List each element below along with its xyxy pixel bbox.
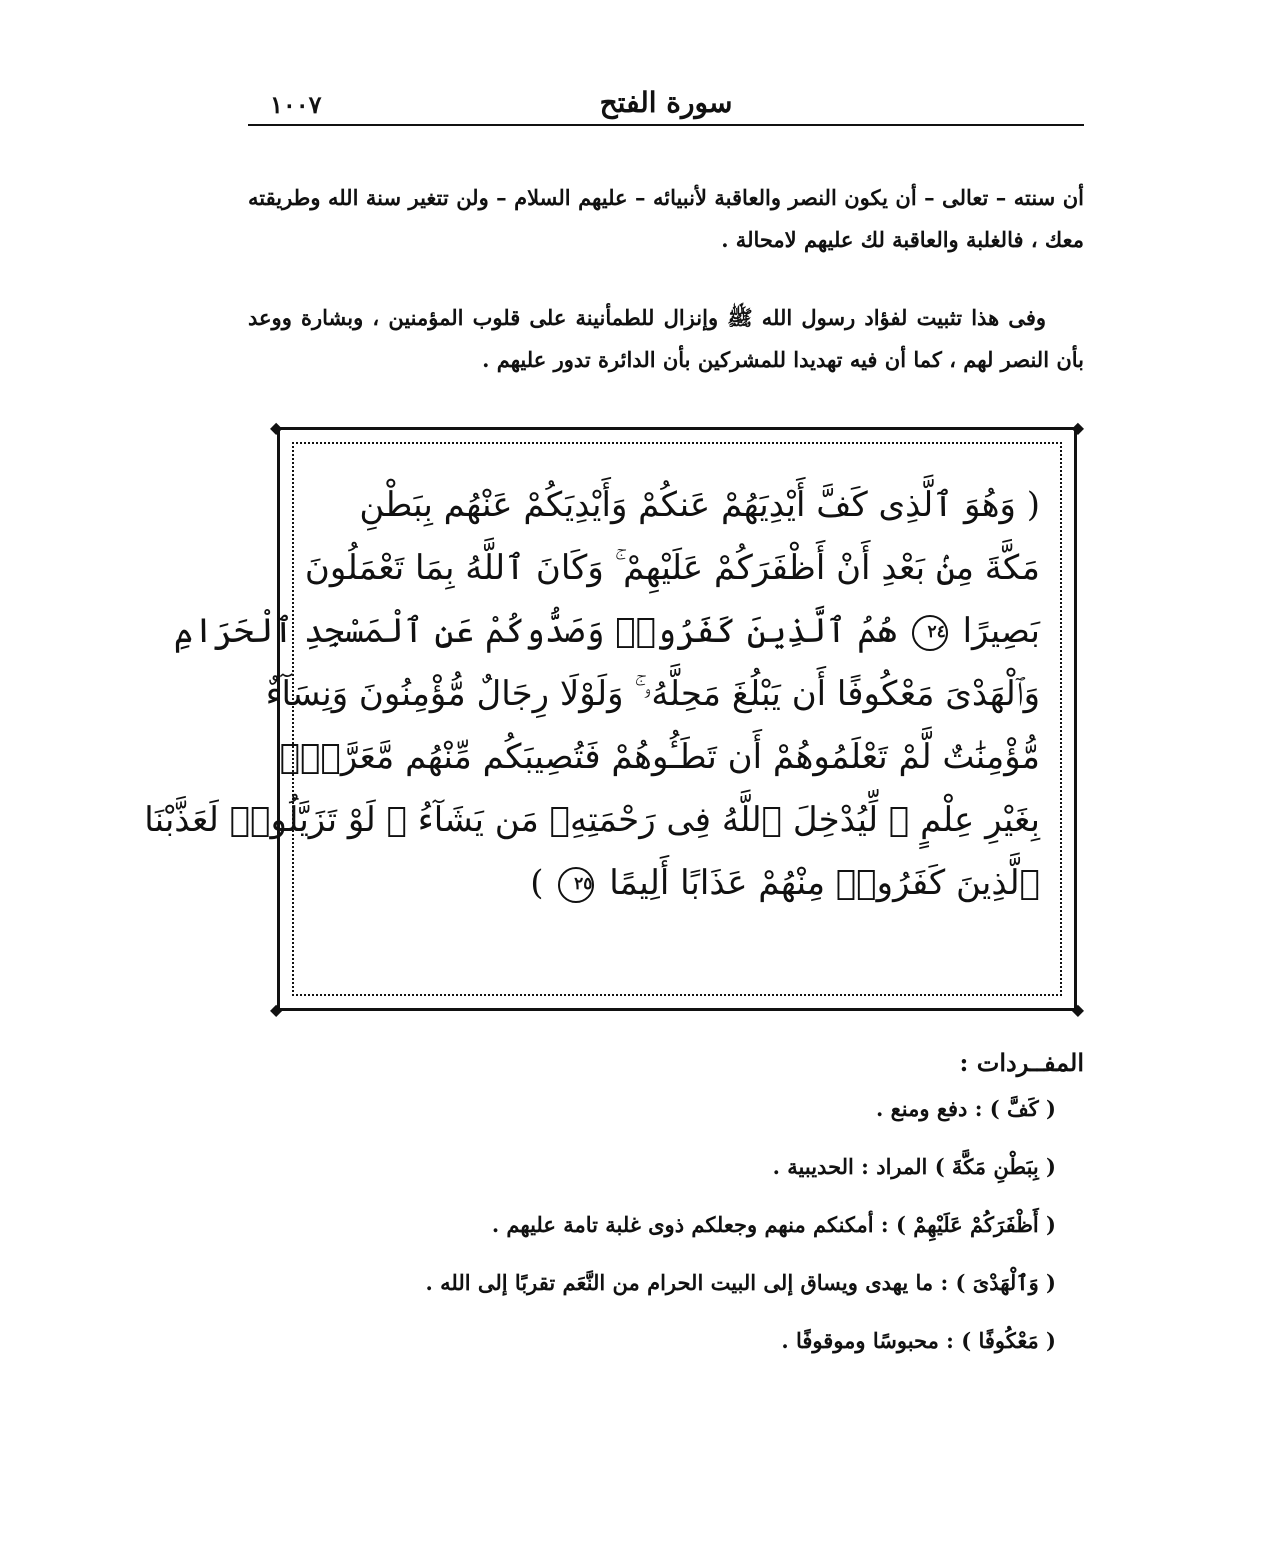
verse-line: بِغَيْرِ عِلْمٍ ۖ لِّيُدْخِلَ ٱللَّهُ فِى رَحْمَتِهِۦ مَن يَشَآءُ ۚ لَوْ تَزَيَّلُوا۟ لَعَذَّبْنَا	[144, 800, 1040, 840]
vocabulary-item	[248, 1212, 1056, 1270]
quran-verses	[144, 474, 1040, 915]
surah-title: سورة الفتح	[599, 86, 733, 119]
vocabulary-term: ( أَظْفَرَكُمْ عَلَيْهِمْ )	[895, 1212, 1056, 1237]
verse-line: مُّؤْمِنَٰتٌ لَّمْ تَعْلَمُوهُمْ أَن تَطَـُٔوهُمْ فَتُصِيبَكُم مِّنْهُم مَّعَرَّةٌۢ	[279, 737, 1040, 777]
commentary-paragraph-2: وفى هذا تثبيت لفؤاد رسول الله ﷺ وإنزال للطمأنينة على قلوب المؤمنين ، وبشارة ووعد بأن النصر لهم ، كما أن فيه تهديدا للمشركين بأن الدائرة تدور عليهم .	[248, 305, 1084, 372]
corner-ornament-icon: ◆	[1071, 418, 1084, 437]
vocabulary-definition: : دفع ومنع .	[875, 1096, 990, 1121]
vocabulary-list	[248, 1096, 1056, 1386]
verse-text: ٱلَّذِينَ كَفَرُوا۟ مِنْهُمْ عَذَابًا أَلِيمًا	[609, 863, 1040, 903]
corner-ornament-icon: ◆	[1071, 1000, 1084, 1019]
page-number: ١٠٠٧	[270, 90, 322, 119]
verse-line: مَكَّةَ مِنۢ بَعْدِ أَنْ أَظْفَرَكُمْ عَلَيْهِمْ ۚ وَكَانَ ٱللَّهُ بِمَا تَعْمَلُونَ	[304, 548, 1040, 588]
vocabulary-item	[248, 1096, 1056, 1154]
page-header	[248, 80, 1084, 126]
ayah-number-marker: ٢٥	[558, 867, 594, 903]
verse-text: )	[530, 863, 544, 903]
verse-line	[314, 852, 1040, 915]
ayah-number-marker: ٢٤	[912, 615, 948, 651]
corner-ornament-icon: ◆	[270, 1000, 283, 1019]
vocabulary-item	[248, 1328, 1056, 1386]
verse-line	[173, 600, 1040, 663]
verse-line: ( وَهُوَ ٱلَّذِى كَفَّ أَيْدِيَهُمْ عَنكُمْ وَأَيْدِيَكُمْ عَنْهُم بِبَطْنِ	[359, 485, 1040, 525]
corner-ornament-icon: ◆	[270, 418, 283, 437]
vocabulary-definition: : أمكنكم منهم وجعلكم ذوى غلبة تامة عليهم .	[491, 1212, 896, 1237]
verse-text: بَصِيرًا	[962, 611, 1040, 651]
verse-line: وَٱلْهَدْىَ مَعْكُوفًا أَن يَبْلُغَ مَحِلَّهُۥ ۚ وَلَوْلَا رِجَالٌ مُّؤْمِنُونَ وَنِسَآءٌ	[265, 674, 1040, 714]
vocabulary-definition: المراد : الحديبية .	[772, 1154, 935, 1179]
vocabulary-definition: : محبوسًا وموقوفًا .	[781, 1328, 962, 1353]
header-divider	[248, 124, 1084, 126]
vocabulary-definition: : ما يهدى ويساق إلى البيت الحرام من النَّعَم تقربًا إلى الله .	[425, 1270, 956, 1295]
vocabulary-term: ( كَفَّ )	[989, 1096, 1056, 1121]
commentary-paragraph-1: أن سنته – تعالى – أن يكون النصر والعاقبة لأنبيائه – عليهم السلام – ولن تتغير سنة الله وطريقته معك ، فالغلبة والعاقبة لك عليهم لامحالة .	[248, 185, 1084, 252]
vocabulary-term: ( مَعْكُوفًا )	[961, 1328, 1056, 1353]
vocabulary-term: ( وَٱلْهَدْىَ )	[955, 1270, 1056, 1295]
verse-text: هُمُ ٱلَّذِينَ كَفَرُوا۟ وَصَدُّوكُمْ عَنِ ٱلْمَسْجِدِ ٱلْحَرَامِ	[173, 611, 897, 651]
vocabulary-term: ( بِبَطْنِ مَكَّةَ )	[934, 1154, 1056, 1179]
verse-frame	[144, 418, 1084, 1019]
vocabulary-item	[248, 1270, 1056, 1328]
vocabulary-heading: المفــردات :	[959, 1048, 1084, 1077]
vocabulary-item	[248, 1154, 1056, 1212]
